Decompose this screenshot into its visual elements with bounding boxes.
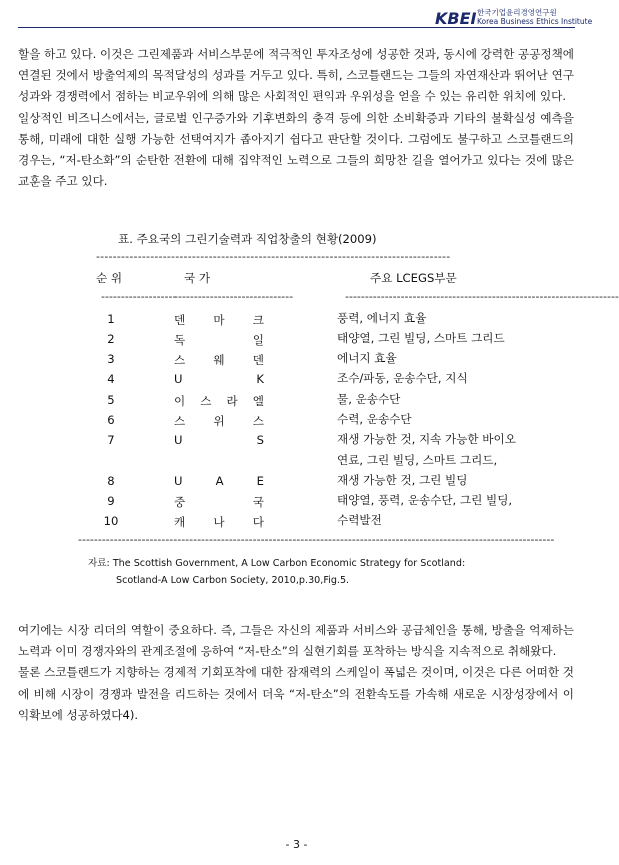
table-bottom-rule: ------------------------------------------------------------------------------------------------------------------------ (78, 533, 555, 546)
header-sector: 주요 LCEGS부문 (370, 271, 457, 285)
country-column-rule: ------------------------------ (174, 290, 294, 303)
country-char: 중 (174, 495, 186, 509)
table-cell-rank: 10 (103, 514, 119, 528)
country-char: 스 (174, 353, 186, 367)
body-paragraphs-top (18, 44, 574, 192)
page-header (435, 6, 593, 32)
sector-line: 재생 가능한 것, 지속 가능한 바이오 (337, 432, 516, 446)
source-line: Scotland-A Low Carbon Society, 2010,p.30,Fig.5. (116, 575, 350, 586)
country-char: 마 (213, 313, 225, 327)
table-cell-sector (337, 510, 567, 531)
country-char: 크 (252, 313, 264, 327)
table-cell-country (174, 312, 264, 328)
org-name (477, 8, 592, 26)
country-char: U (174, 372, 183, 386)
country-char: 웨 (213, 353, 225, 367)
country-char: 스 (174, 414, 186, 428)
country-char: A (215, 474, 224, 488)
table-cell-country (174, 393, 264, 409)
paragraph: 여기에는 시장 리더의 역할이 중요하다. 즉, 그들은 자신의 제품과 서비스와 공급체인을 통해, 방출을 억제하는 노력과 이미 경쟁자와의 관계조절에 응하여 “저-탄소”의 실현기회를 포착하는 방식을 지속적으로 취해왔다. (18, 623, 574, 659)
country-char: S (256, 433, 264, 447)
table-cell-rank: 9 (107, 494, 115, 508)
table-cell-sector (337, 348, 567, 369)
country-char: 이 (174, 394, 186, 408)
table-source (88, 555, 465, 589)
table-cell-sector (337, 328, 567, 349)
sector-column-rule: --------------------------------------------------------------------- (345, 290, 619, 303)
country-char: 덴 (174, 313, 186, 327)
rank-column-rule: ------------------- (101, 290, 177, 303)
kbei-logo-icon (435, 8, 477, 28)
country-char: 라 (226, 394, 238, 408)
sector-line: 물, 운송수단 (337, 392, 401, 406)
table-cell-rank: 3 (107, 352, 115, 366)
source-line: 자료: The Scottish Government, A Low Carbon Economic Strategy for Scotland: (88, 558, 466, 569)
page-number: - 3 - (285, 838, 308, 851)
table-cell-country (174, 514, 264, 530)
table-cell-country (174, 352, 264, 368)
country-char: 나 (213, 515, 225, 529)
country-char: U (174, 433, 183, 447)
table-cell-sector (337, 470, 567, 491)
country-char: 스 (252, 414, 264, 428)
country-char: K (256, 372, 264, 386)
paragraph: 할을 하고 있다. 이것은 그린제품과 서비스부문에 적극적인 투자조성에 성공한 것과, 동시에 강력한 공공정책에 연결된 것에서 방출억제의 목적달성의 성과를 거두고 있다. 특히, 스코틀랜드는 그들의 자연재산과 뛰어난 연구성과와 경쟁력에서 점하는 비교우위에 의해 많은 사회적인 편익과 우위성을 얻을 수 있는 유리한 위치에 있다. (18, 47, 574, 104)
table-cell-country (174, 332, 264, 348)
sector-line: 에너지 효율 (337, 351, 397, 365)
sector-line: 조수/파동, 운송수단, 지식 (337, 371, 468, 385)
table-cell-sector (337, 308, 567, 329)
country-char: E (256, 474, 264, 488)
table-top-rule: ------------------------------------------------------------------------------------- (96, 250, 451, 263)
header-divider (18, 27, 575, 28)
sector-line: 태양열, 그린 빌딩, 스마트 그리드 (337, 331, 505, 345)
country-char: 스 (200, 394, 212, 408)
paragraph: 물론 스코틀랜드가 지향하는 경제적 기회포착에 대한 잠재력의 스케일이 폭넓은 것이며, 이것은 다른 어떠한 것에 비해 시장이 경쟁과 발전을 리드하는 것에서 더욱 “저-탄소”의 전환속도를 가속해 새로운 시장성장에서 이익확보에 성공하였다4). (18, 665, 574, 722)
country-char: 독 (174, 333, 186, 347)
country-char: 국 (252, 495, 264, 509)
sector-line: 풍력, 에너지 효율 (337, 311, 427, 325)
table-cell-rank: 6 (107, 413, 115, 427)
sector-line: 연료, 그린 빌딩, 스마트 그리드, (337, 453, 498, 467)
org-name-english: Korea Business Ethics Institute (477, 17, 593, 26)
table-cell-country (174, 433, 264, 447)
table-cell-rank: 4 (107, 372, 115, 386)
country-char: 엘 (252, 394, 264, 408)
table-title: 표. 주요국의 그린기술력과 직업창출의 현황(2009) (118, 232, 377, 246)
table-cell-country (174, 494, 264, 510)
svg-text:KBEI: KBEI (435, 9, 477, 28)
country-char: 덴 (252, 353, 264, 367)
body-paragraphs-bottom (18, 620, 574, 726)
sector-line: 태양열, 풍력, 운송수단, 그린 빌딩, (337, 493, 513, 507)
header-country: 국 가 (184, 271, 211, 285)
table-cell-rank: 8 (107, 474, 115, 488)
country-char: 캐 (174, 515, 186, 529)
table-cell-country (174, 413, 264, 429)
sector-line: 재생 가능한 것, 그린 빌딩 (337, 473, 468, 487)
sector-line: 수력발전 (337, 513, 382, 527)
table-cell-rank: 1 (107, 312, 115, 326)
header-rank: 순 위 (96, 271, 123, 285)
paragraph: 일상적인 비즈니스에서는, 글로벌 인구증가와 기후변화의 충격 등에 의한 소비확증과 기타의 불확실성 예측을 통해, 미래에 대한 실행 가능한 선택여지가 좁아지기 쉽다고 판단할 것이다. 그럼에도 불구하고 스코틀랜드의 경우는, “저-탄소화”의 순탄한 전환에 대해 집약적인 노력으로 그들의 희망찬 길을 열어가고 있다는 것에 많은 교훈을 주고 있다. (18, 110, 574, 189)
table-cell-sector (337, 429, 567, 471)
org-name-korean: 한국기업윤리경영연구원 (477, 8, 557, 17)
country-char: 위 (213, 414, 225, 428)
country-char: 일 (252, 333, 264, 347)
table-cell-country (174, 372, 264, 386)
country-char: 다 (252, 515, 264, 529)
sector-line: 수력, 운송수단 (337, 412, 412, 426)
table-cell-rank: 2 (107, 332, 115, 346)
table-cell-sector (337, 389, 567, 410)
table-cell-rank: 7 (107, 433, 115, 447)
table-cell-sector (337, 368, 567, 389)
country-char: U (174, 474, 183, 488)
table-cell-rank: 5 (107, 393, 115, 407)
table-cell-sector (337, 490, 567, 511)
table-cell-sector (337, 409, 567, 430)
table-cell-country (174, 474, 264, 488)
